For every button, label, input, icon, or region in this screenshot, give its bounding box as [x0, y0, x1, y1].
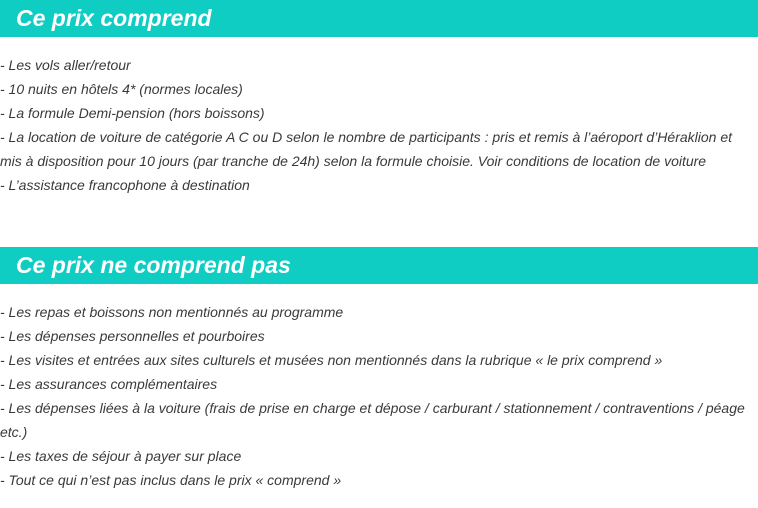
- list-item: - Les taxes de séjour à payer sur place: [0, 448, 242, 464]
- price-excludes-title: Ce prix ne comprend pas: [16, 252, 291, 278]
- list-item: - Les dépenses personnelles et pourboires: [0, 328, 265, 344]
- list-item: - Les vols aller/retour: [0, 57, 131, 73]
- list-item: - Les repas et boissons non mentionnés au programme: [0, 304, 344, 320]
- list-item: - La formule Demi-pension (hors boissons): [0, 105, 265, 121]
- list-item: - Les dépenses liées à la voiture (frais de prise en charge et dépose / carburant / stationnement / contraventions / péage etc.): [0, 400, 745, 440]
- list-item: - Les visites et entrées aux sites culturels et musées non mentionnés dans la rubrique « le prix comprend »: [0, 352, 663, 368]
- price-excludes-list: [0, 300, 752, 492]
- price-includes-title: Ce prix comprend: [16, 5, 212, 31]
- list-item: - La location de voiture de catégorie A C ou D selon le nombre de participants : pris et remis à l’aéroport d’Héraklion et mis à disposition pour 10 jours (par tranche de 24h) selon la formule choisie. Voir conditions de location de voiture: [0, 129, 733, 169]
- list-item: - Les assurances complémentaires: [0, 376, 218, 392]
- price-includes-header: [0, 0, 758, 37]
- list-item: - L’assistance francophone à destination: [0, 177, 250, 193]
- list-item: - Tout ce qui n’est pas inclus dans le prix « comprend »: [0, 472, 342, 488]
- price-includes-list: [0, 53, 752, 197]
- price-excludes-header: [0, 247, 758, 284]
- list-item: - 10 nuits en hôtels 4* (normes locales): [0, 81, 243, 97]
